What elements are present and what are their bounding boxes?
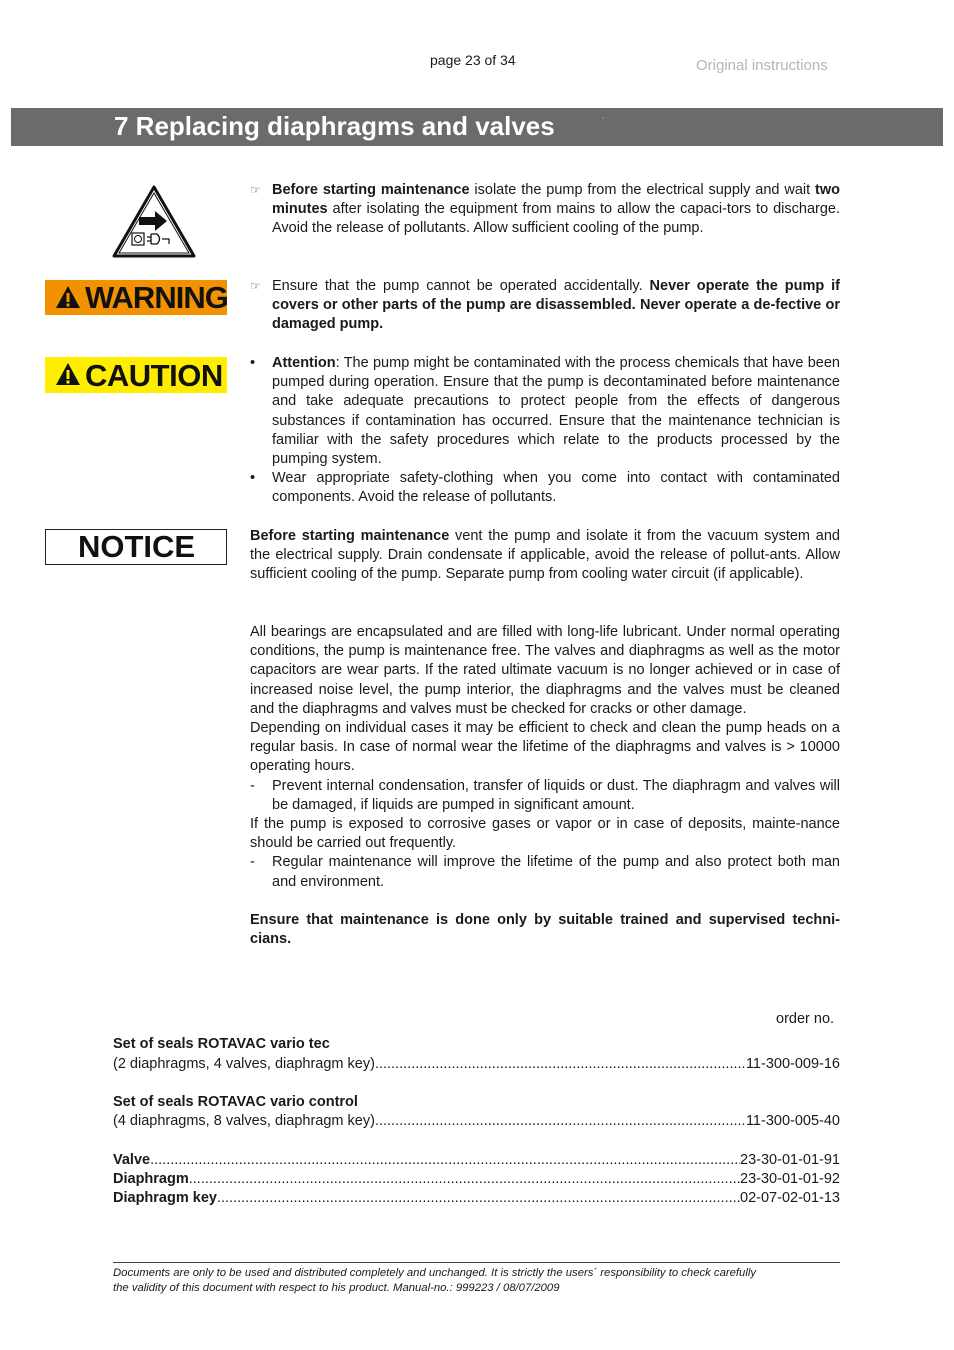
caution-triangle-icon — [55, 362, 81, 386]
footer — [113, 1266, 840, 1296]
set1-row: (2 diaphragms, 4 valves, diaphragm key) ..... 11-300-009-16 — [113, 1055, 840, 1074]
original-instructions-label: Original instructions — [696, 57, 828, 74]
maintenance-paragraph-1: ☞ Before starting maintenance isolate the pump from the electrical supply and wait two minutes after isolating the equipment from mains to allow the capaci-tors to discharge. Avoid the release of pollutants. Allow sufficient cooling of the pump. — [250, 182, 840, 237]
paragraph: Depending on individual cases it may be efficient to check and clean the pump heads on a regular basis. In case of normal wear the lifetime of the diaphragms and valves is > 10000 operating hours. — [250, 720, 840, 775]
pointing-hand-icon: ☞ — [250, 183, 261, 197]
attention-list — [250, 354, 840, 508]
title-mark: ` — [602, 118, 605, 125]
order-no-header: order no. — [776, 1011, 835, 1027]
notice-label: NOTICE — [78, 529, 196, 564]
footer-divider — [113, 1262, 840, 1263]
maintenance-info — [250, 623, 840, 949]
set2-title: Set of seals ROTAVAC vario control — [113, 1094, 358, 1110]
page-number: page 23 of 34 — [430, 52, 516, 68]
warning-triangle-icon — [55, 285, 81, 309]
paragraph: All bearings are encapsulated and are filled with long-life lubricant. Under normal operating conditions, the pump is maintenance free. The valves and diaphragms as well as the motor capacitors are wear parts. If the rated ultimate vacuum is no longer achieved or in case of increased noise level, the pump interior, the diaphragms and the valves must be cleaned and the diaphragms and valves must be checked for cracks or other damage. — [250, 624, 840, 717]
caution-sign — [45, 357, 227, 393]
dash-item: - Prevent internal condensation, transfer of liquids or dust. The diaphragm and valves will be damaged, if liquids are pumped in significant amount. — [250, 777, 840, 813]
part-row-diaphragm: Diaphragm ..... 23-30-01-01-92 — [113, 1170, 840, 1189]
footer-line-1: Documents are only to be used and distributed completely and unchanged. It is strictly the users´ responsibility to check carefully — [113, 1267, 756, 1279]
warning-sign — [45, 280, 227, 315]
paragraph: If the pump is exposed to corrosive gases or vapor or in case of deposits, mainte-nance should be carried out frequently. — [250, 816, 840, 852]
maintenance-paragraph-2: ☞ Ensure that the pump cannot be operated accidentally. Never operate the pump if covers or other parts of the pump are disassembled. Never operate a de-fective or damaged pump. — [250, 278, 840, 333]
part-row-valve: Valve ..... 23-30-01-01-91 — [113, 1151, 840, 1170]
list-item: • Attention: The pump might be contaminated with the process chemicals that have been pumped during operation. Ensure that the pump is decontaminated before maintenance and take adequate precautions to protect people from the effects of dangerous substances if contamination has occurred. Ensure that the maintenance technician is familiar with the safety procedures which relate to the products processed by the pumping system. — [250, 355, 840, 468]
set2-row: (4 diaphragms, 8 valves, diaphragm key) ..... 11-300-005-40 — [113, 1112, 840, 1131]
disconnect-power-icon — [111, 184, 197, 259]
pointing-hand-icon: ☞ — [250, 279, 261, 293]
set1-title: Set of seals ROTAVAC vario tec — [113, 1036, 330, 1052]
notice-sign — [45, 529, 227, 565]
page-title: 7 Replacing diaphragms and valves — [114, 111, 555, 141]
caution-label: CAUTION — [85, 358, 223, 393]
warning-label: WARNING — [85, 280, 228, 315]
bold-statement: Ensure that maintenance is done only by suitable trained and supervised techni-cians. — [250, 911, 840, 948]
footer-line-2: the validity of this document with respect to his product. Manual-no.: 999223 / 08/07/2009 — [113, 1282, 560, 1295]
list-item: • Wear appropriate safety-clothing when you come into contact with contaminated components. Avoid the release of pollutants. — [250, 470, 840, 506]
part-row-diaphragm-key: Diaphragm key ..... 02-07-02-01-13 — [113, 1189, 840, 1208]
notice-paragraph: Before starting maintenance vent the pump and isolate it from the vacuum system and the electrical supply. Drain condensate if applicable, avoid the release of pollut-ants. Allow sufficient cooling of the pump. Separate pump from cooling water circuit (if applicable). — [250, 528, 840, 583]
dash-item: - Regular maintenance will improve the lifetime of the pump and also protect both man and environment. — [250, 854, 840, 890]
